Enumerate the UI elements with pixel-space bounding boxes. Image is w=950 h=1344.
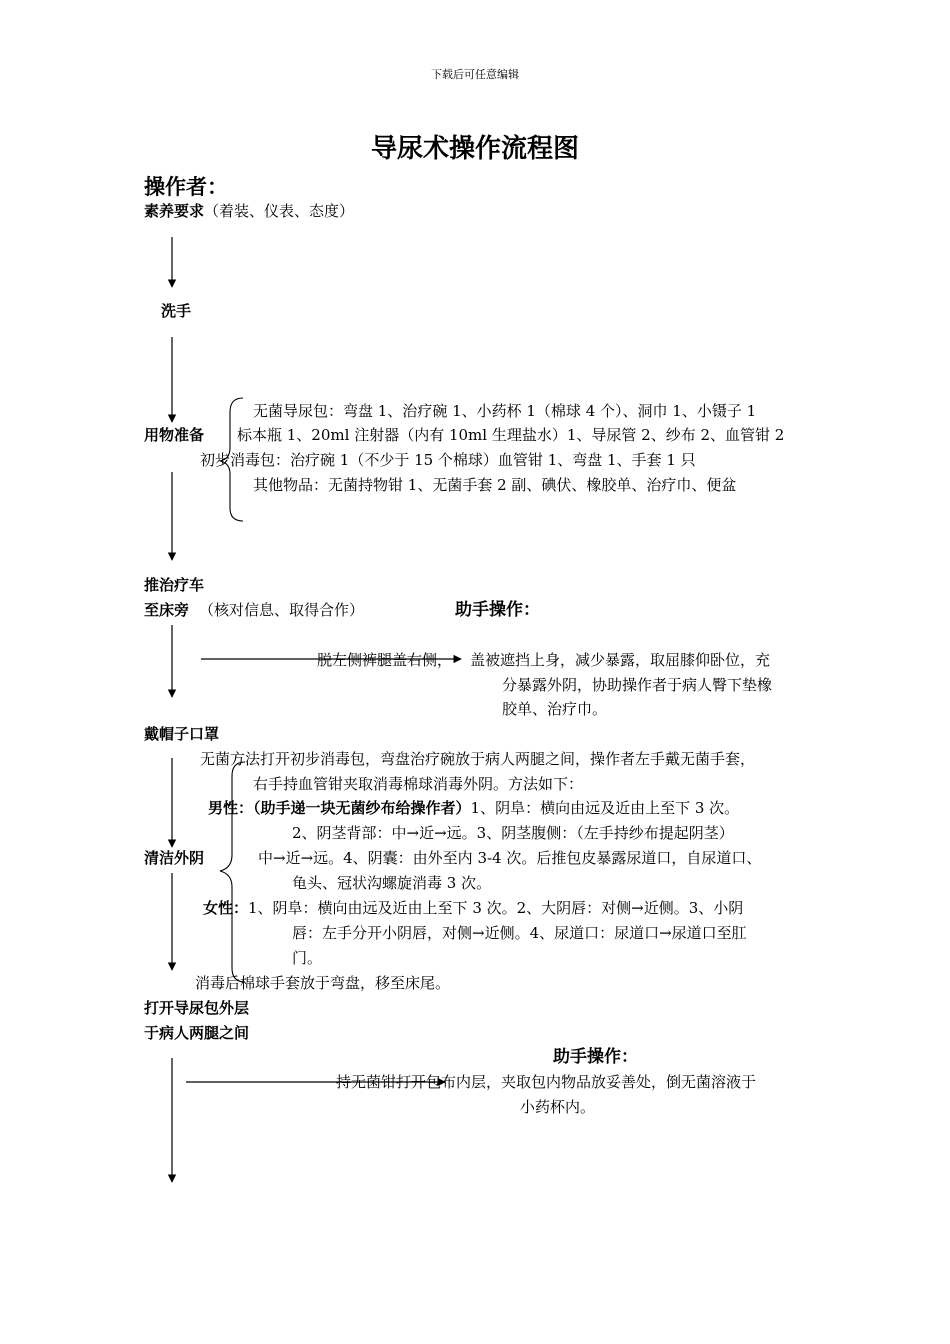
cleaning-intro-1: 无菌方法打开初步消毒包，弯盘治疗碗放于病人两腿之间，操作者左手戴无菌手套，: [200, 750, 756, 768]
cleaning-male-line-4: 龟头、冠状沟螺旋消毒 3 次。: [292, 874, 492, 892]
cleaning-female-line-3: 门。: [292, 949, 323, 967]
assistant1-line-3: 胶单、治疗巾。: [502, 700, 608, 718]
step-cap-mask: 戴帽子口罩: [144, 725, 220, 743]
step-label: 素养要求: [144, 202, 205, 220]
step-note: （核对信息、取得合作）: [199, 601, 365, 619]
assistant-heading-1: 助手操作：: [455, 600, 540, 620]
male-label: 男性：: [208, 799, 254, 817]
step-wash-hands: 洗手: [161, 302, 192, 320]
assistant-heading-2: 助手操作：: [553, 1047, 638, 1067]
step-open-pack-outer: 打开导尿包外层: [144, 999, 250, 1017]
step-label: 至床旁: [144, 601, 190, 619]
supply-line-1: 无菌导尿包：弯盘 1、治疗碗 1、小药杯 1（棉球 4 个）、洞巾 1、小镊子 1: [253, 402, 757, 420]
female-step-1: 1、阴阜：横向由远及近由上至下 3 次。2、大阴唇：对侧→近侧。3、小阴: [248, 899, 744, 917]
step-push-cart: 推治疗车: [144, 576, 205, 594]
page-title: 导尿术操作流程图: [370, 134, 579, 164]
assistant2-line-1-rest: 夹取包内物品放妥善处，倒无菌溶液于: [501, 1073, 757, 1091]
cleaning-female-line-2: 唇：左手分开小阴唇，对侧→近侧。4、尿道口：尿道口→尿道口至肛: [292, 924, 747, 942]
supply-brace: [220, 398, 243, 521]
assistant1-arrow-text: 脱左侧裤腿盖右侧，: [317, 651, 453, 669]
cleaning-male-line-3: 中→近→远。4、阴囊：由外至内 3-4 次。后推包皮暴露尿道口，自尿道口、: [258, 849, 762, 867]
cleaning-male-line-2: 2、阴茎背部：中→近→远。3、阴茎腹侧：（左手持纱布提起阴茎）: [292, 824, 734, 842]
cleaning-brace: [220, 762, 245, 982]
male-assistant-note: （助手递一块无菌纱布给操作者）: [253, 799, 471, 817]
assistant1-line-2: 分暴露外阴，协助操作者于病人臀下垫橡: [502, 676, 773, 694]
step-supply-prep: 用物准备: [144, 426, 205, 444]
operator-heading: 操作者：: [144, 174, 228, 199]
female-label: 女性：: [203, 899, 249, 917]
supply-line-3: 初步消毒包：治疗碗 1（不少于 15 个棉球）血管钳 1、弯盘 1、手套 1 只: [200, 451, 696, 469]
assistant1-line-1: 盖被遮挡上身，减少暴露，取屈膝仰卧位，充: [470, 651, 771, 669]
assistant2-arrow-text: 持无菌钳打开包布内层，: [336, 1073, 502, 1091]
assistant2-line-2: 小药杯内。: [520, 1098, 596, 1116]
step-between-legs: 于病人两腿之间: [144, 1024, 250, 1042]
cleaning-intro-2: 右手持血管钳夹取消毒棉球消毒外阴。方法如下：: [253, 775, 584, 793]
step-clean-vulva: 清洁外阴: [144, 849, 205, 867]
page-header: 下载后可任意编辑: [431, 68, 519, 81]
supply-line-4: 其他物品：无菌持物钳 1、无菌手套 2 副、碘伏、橡胶单、治疗巾、便盆: [253, 476, 737, 494]
step-note: （着装、仪表、态度）: [204, 202, 355, 220]
male-step-1: 1、阴阜：横向由远及近由上至下 3 次。: [470, 799, 740, 817]
supply-line-2: 标本瓶 1、20ml 注射器（内有 10ml 生理盐水）1、导尿管 2、纱布 2、血管钳 2: [237, 426, 785, 444]
cleaning-end: 消毒后棉球手套放于弯盘，移至床尾。: [195, 974, 451, 992]
